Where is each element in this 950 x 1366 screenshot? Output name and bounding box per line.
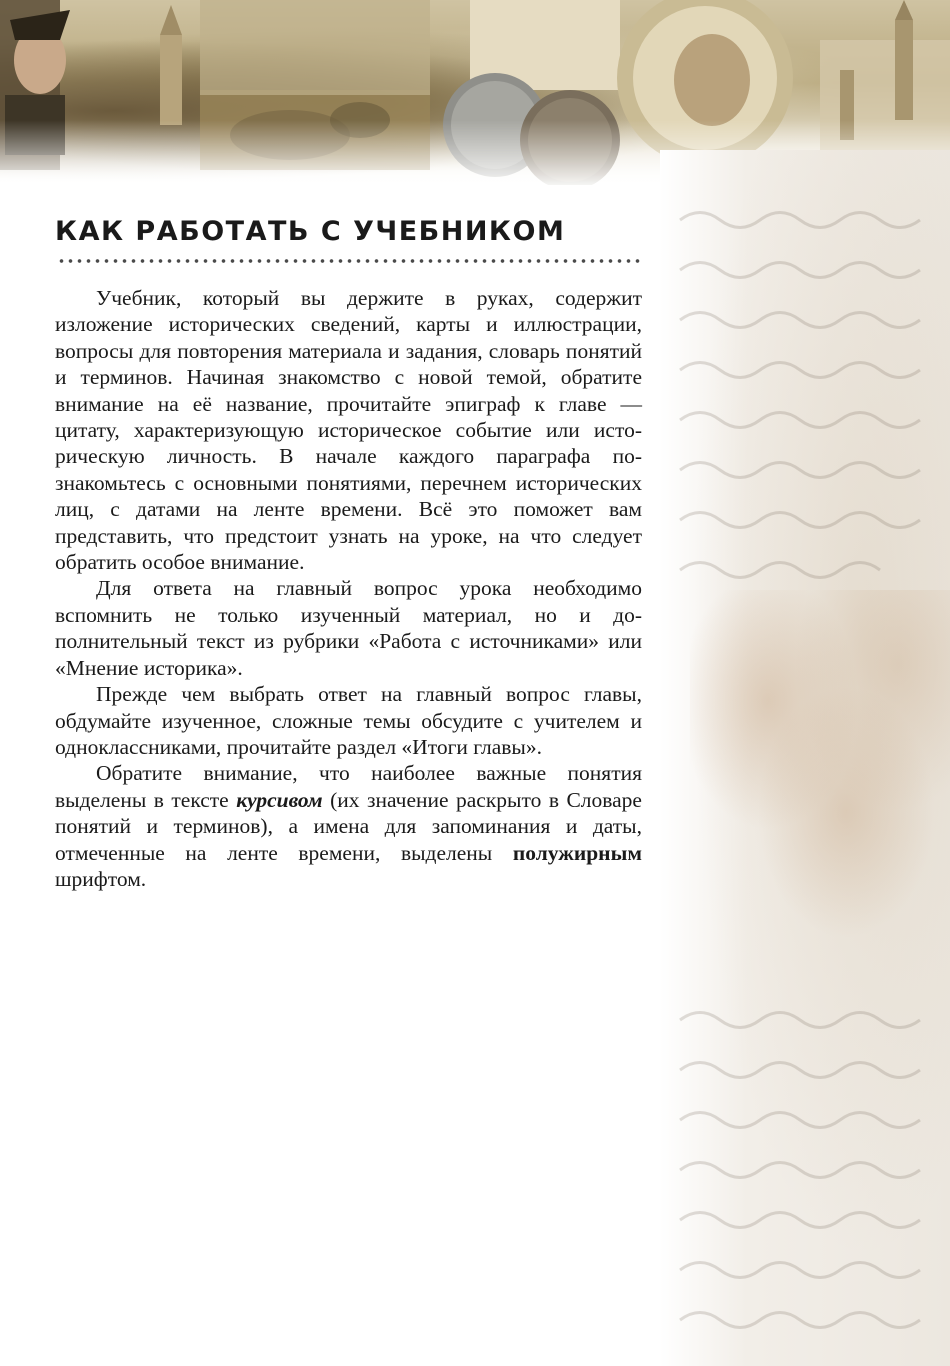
- manuscript-script-decoration: [670, 190, 950, 1350]
- paragraph-4-part-2: (их значение раскрыто в Словаре понятий и терминов), а имена для запоминания и даты, отмеченные на ленте времени, выделены: [55, 787, 642, 865]
- body-text: [55, 285, 642, 892]
- paragraph-4-part-1: Обратите внимание, что наиболее важные понятия выделены в тексте: [55, 761, 642, 812]
- paragraph-3: Прежде чем выбрать ответ на главный вопрос главы, обдумайте изученное, сложные темы обсудите с учителем и одноклассниками, прочитайте раздел «Итоги главы».: [55, 682, 642, 759]
- paragraph-2: Для ответа на главный вопрос урока необходимо вспомнить не только изученный материал, но и дополнительный текст из рубрики «Работа с источниками» или «Мнение историка».: [55, 576, 642, 680]
- paragraph-1: Учебник, который вы держите в руках, содержит изложение исторических сведений, карты и иллюстрации, вопросы для повторения материала и задания, словарь понятий и терминов. Начиная знакомство с новой темой, обратите внимание на её название, прочитайте эпиграф к главе — цитату, характеризующую историческое событие или историческую личность. В начале каждого параграфа познакомьтесь с основными понятиями, перечнем исторических лиц, с датами на ленте времени. Всё это поможет вам представить, что предстоит узнать на уроке, на что следует обратить особое внимание.: [55, 286, 642, 575]
- bold-term: полужирным: [512, 840, 642, 865]
- page-title: КАК РАБОТАТЬ С УЧЕБНИКОМ: [55, 216, 566, 247]
- paragraph-4: [55, 760, 642, 892]
- italic-term: курсивом: [236, 787, 323, 812]
- paragraph-4-part-3: шрифтом.: [55, 866, 147, 891]
- dotted-divider: [57, 258, 642, 264]
